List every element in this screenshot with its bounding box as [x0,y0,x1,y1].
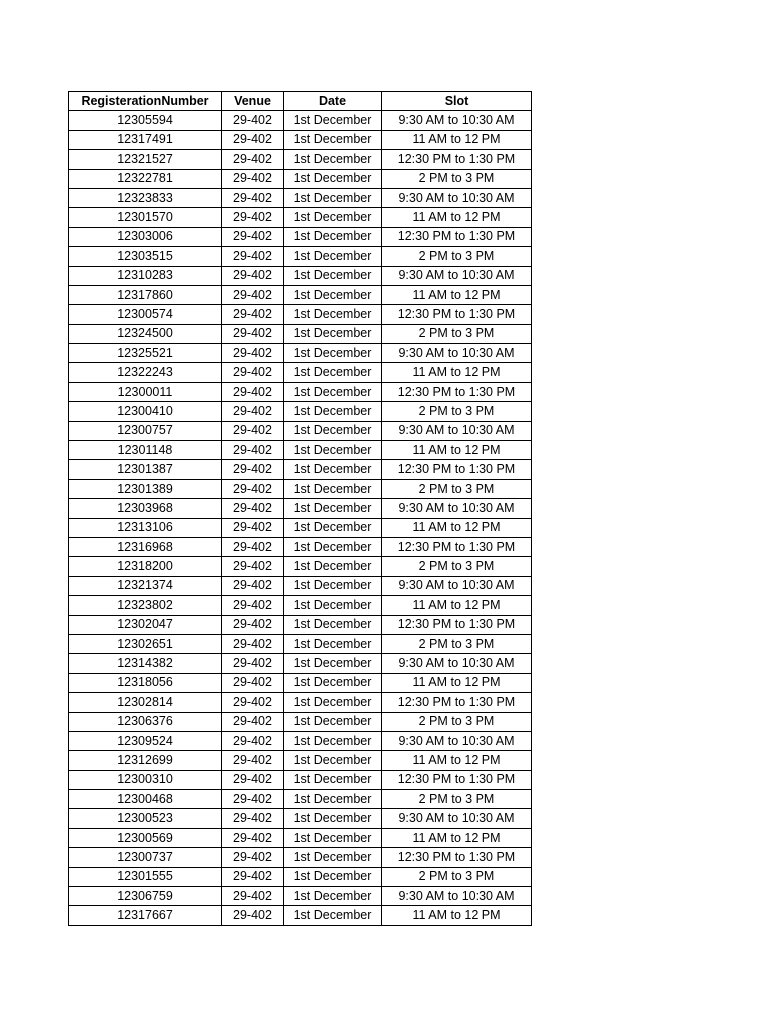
table-row [69,731,532,750]
cell-venue: 29-402 [222,188,284,207]
cell-registration-number: 12300468 [69,790,222,809]
cell-slot: 9:30 AM to 10:30 AM [382,576,532,595]
cell-slot: 9:30 AM to 10:30 AM [382,421,532,440]
cell-date: 1st December [284,305,382,324]
cell-venue: 29-402 [222,324,284,343]
header-venue: Venue [222,92,284,111]
cell-registration-number: 12322243 [69,363,222,382]
cell-registration-number: 12303006 [69,227,222,246]
cell-registration-number: 12305594 [69,111,222,130]
cell-registration-number: 12301555 [69,867,222,886]
cell-venue: 29-402 [222,130,284,149]
table-row [69,130,532,149]
cell-venue: 29-402 [222,848,284,867]
cell-slot: 11 AM to 12 PM [382,751,532,770]
cell-registration-number: 12323802 [69,596,222,615]
cell-registration-number: 12306376 [69,712,222,731]
cell-date: 1st December [284,499,382,518]
cell-venue: 29-402 [222,537,284,556]
cell-date: 1st December [284,421,382,440]
cell-slot: 11 AM to 12 PM [382,208,532,227]
table-row [69,634,532,653]
cell-venue: 29-402 [222,169,284,188]
table-row [69,673,532,692]
cell-date: 1st December [284,188,382,207]
table-row [69,169,532,188]
cell-date: 1st December [284,596,382,615]
table-body [69,111,532,925]
registration-slot-table [68,91,532,926]
cell-registration-number: 12321527 [69,150,222,169]
table-row [69,557,532,576]
cell-venue: 29-402 [222,208,284,227]
cell-date: 1st December [284,887,382,906]
cell-venue: 29-402 [222,421,284,440]
table-row [69,576,532,595]
cell-date: 1st December [284,673,382,692]
table-row [69,266,532,285]
cell-venue: 29-402 [222,790,284,809]
table-row [69,906,532,925]
cell-venue: 29-402 [222,285,284,304]
cell-registration-number: 12300523 [69,809,222,828]
table-row [69,324,532,343]
table-row [69,537,532,556]
cell-slot: 2 PM to 3 PM [382,790,532,809]
cell-date: 1st December [284,867,382,886]
cell-registration-number: 12313106 [69,518,222,537]
table-row [69,285,532,304]
table-row [69,150,532,169]
cell-date: 1st December [284,169,382,188]
cell-slot: 2 PM to 3 PM [382,479,532,498]
cell-registration-number: 12318056 [69,673,222,692]
cell-slot: 9:30 AM to 10:30 AM [382,188,532,207]
table-row [69,402,532,421]
table-row [69,382,532,401]
table-row [69,247,532,266]
cell-registration-number: 12300757 [69,421,222,440]
table-row [69,479,532,498]
header-slot: Slot [382,92,532,111]
cell-date: 1st December [284,285,382,304]
table-row [69,227,532,246]
table-row [69,363,532,382]
cell-slot: 12:30 PM to 1:30 PM [382,460,532,479]
cell-venue: 29-402 [222,615,284,634]
cell-registration-number: 12300310 [69,770,222,789]
cell-date: 1st December [284,441,382,460]
table-row [69,828,532,847]
cell-venue: 29-402 [222,344,284,363]
cell-slot: 11 AM to 12 PM [382,906,532,925]
table-row [69,596,532,615]
cell-slot: 12:30 PM to 1:30 PM [382,693,532,712]
table-row [69,693,532,712]
cell-date: 1st December [284,790,382,809]
cell-venue: 29-402 [222,712,284,731]
cell-venue: 29-402 [222,479,284,498]
cell-registration-number: 12317860 [69,285,222,304]
cell-slot: 2 PM to 3 PM [382,867,532,886]
cell-registration-number: 12300569 [69,828,222,847]
cell-venue: 29-402 [222,867,284,886]
cell-registration-number: 12301387 [69,460,222,479]
cell-slot: 12:30 PM to 1:30 PM [382,382,532,401]
cell-venue: 29-402 [222,731,284,750]
cell-venue: 29-402 [222,673,284,692]
cell-slot: 11 AM to 12 PM [382,596,532,615]
cell-registration-number: 12303968 [69,499,222,518]
cell-date: 1st December [284,751,382,770]
cell-slot: 9:30 AM to 10:30 AM [382,499,532,518]
cell-date: 1st December [284,111,382,130]
cell-date: 1st December [284,247,382,266]
cell-slot: 9:30 AM to 10:30 AM [382,111,532,130]
table-row [69,518,532,537]
header-row [69,92,532,111]
cell-registration-number: 12316968 [69,537,222,556]
table-row [69,848,532,867]
cell-registration-number: 12306759 [69,887,222,906]
cell-date: 1st December [284,731,382,750]
cell-slot: 12:30 PM to 1:30 PM [382,615,532,634]
cell-date: 1st December [284,402,382,421]
cell-registration-number: 12303515 [69,247,222,266]
cell-venue: 29-402 [222,227,284,246]
cell-registration-number: 12323833 [69,188,222,207]
table-row [69,421,532,440]
table-row [69,615,532,634]
cell-slot: 12:30 PM to 1:30 PM [382,305,532,324]
table-row [69,887,532,906]
cell-venue: 29-402 [222,460,284,479]
cell-date: 1st December [284,324,382,343]
cell-date: 1st December [284,848,382,867]
table-row [69,867,532,886]
cell-slot: 12:30 PM to 1:30 PM [382,537,532,556]
table-row [69,188,532,207]
cell-registration-number: 12309524 [69,731,222,750]
cell-venue: 29-402 [222,382,284,401]
cell-registration-number: 12324500 [69,324,222,343]
cell-venue: 29-402 [222,518,284,537]
table-row [69,809,532,828]
cell-date: 1st December [284,208,382,227]
cell-slot: 2 PM to 3 PM [382,247,532,266]
cell-date: 1st December [284,130,382,149]
cell-venue: 29-402 [222,906,284,925]
cell-venue: 29-402 [222,150,284,169]
cell-date: 1st December [284,479,382,498]
cell-registration-number: 12301148 [69,441,222,460]
cell-date: 1st December [284,906,382,925]
cell-venue: 29-402 [222,576,284,595]
cell-date: 1st December [284,693,382,712]
cell-slot: 9:30 AM to 10:30 AM [382,344,532,363]
cell-date: 1st December [284,712,382,731]
cell-venue: 29-402 [222,693,284,712]
cell-venue: 29-402 [222,770,284,789]
cell-registration-number: 12301570 [69,208,222,227]
table-row [69,460,532,479]
cell-registration-number: 12318200 [69,557,222,576]
cell-date: 1st December [284,615,382,634]
cell-date: 1st December [284,634,382,653]
cell-venue: 29-402 [222,402,284,421]
cell-slot: 2 PM to 3 PM [382,169,532,188]
cell-slot: 2 PM to 3 PM [382,557,532,576]
cell-slot: 12:30 PM to 1:30 PM [382,227,532,246]
cell-date: 1st December [284,537,382,556]
cell-slot: 9:30 AM to 10:30 AM [382,731,532,750]
cell-venue: 29-402 [222,305,284,324]
table-row [69,790,532,809]
cell-date: 1st December [284,382,382,401]
table-row [69,654,532,673]
cell-registration-number: 12314382 [69,654,222,673]
table-row [69,208,532,227]
cell-slot: 2 PM to 3 PM [382,402,532,421]
cell-registration-number: 12321374 [69,576,222,595]
cell-date: 1st December [284,363,382,382]
cell-venue: 29-402 [222,634,284,653]
cell-slot: 11 AM to 12 PM [382,673,532,692]
cell-venue: 29-402 [222,363,284,382]
cell-registration-number: 12302814 [69,693,222,712]
cell-slot: 9:30 AM to 10:30 AM [382,809,532,828]
cell-slot: 12:30 PM to 1:30 PM [382,848,532,867]
cell-registration-number: 12300011 [69,382,222,401]
cell-registration-number: 12310283 [69,266,222,285]
cell-registration-number: 12322781 [69,169,222,188]
cell-date: 1st December [284,150,382,169]
cell-venue: 29-402 [222,247,284,266]
header-date: Date [284,92,382,111]
cell-registration-number: 12300574 [69,305,222,324]
table-row [69,499,532,518]
cell-venue: 29-402 [222,887,284,906]
cell-date: 1st December [284,460,382,479]
cell-venue: 29-402 [222,596,284,615]
table-row [69,344,532,363]
cell-slot: 11 AM to 12 PM [382,285,532,304]
cell-venue: 29-402 [222,441,284,460]
cell-slot: 2 PM to 3 PM [382,324,532,343]
table-row [69,770,532,789]
cell-date: 1st December [284,576,382,595]
cell-slot: 12:30 PM to 1:30 PM [382,770,532,789]
cell-venue: 29-402 [222,828,284,847]
cell-slot: 2 PM to 3 PM [382,634,532,653]
cell-slot: 9:30 AM to 10:30 AM [382,654,532,673]
cell-slot: 11 AM to 12 PM [382,518,532,537]
cell-registration-number: 12302047 [69,615,222,634]
cell-date: 1st December [284,809,382,828]
cell-slot: 12:30 PM to 1:30 PM [382,150,532,169]
cell-registration-number: 12312699 [69,751,222,770]
cell-date: 1st December [284,770,382,789]
cell-venue: 29-402 [222,266,284,285]
table-row [69,712,532,731]
cell-date: 1st December [284,828,382,847]
cell-date: 1st December [284,557,382,576]
cell-venue: 29-402 [222,809,284,828]
cell-slot: 11 AM to 12 PM [382,441,532,460]
cell-registration-number: 12317667 [69,906,222,925]
cell-slot: 9:30 AM to 10:30 AM [382,887,532,906]
table-row [69,441,532,460]
cell-date: 1st December [284,266,382,285]
cell-date: 1st December [284,518,382,537]
cell-registration-number: 12302651 [69,634,222,653]
cell-slot: 2 PM to 3 PM [382,712,532,731]
cell-registration-number: 12300737 [69,848,222,867]
cell-date: 1st December [284,227,382,246]
cell-venue: 29-402 [222,111,284,130]
cell-venue: 29-402 [222,751,284,770]
cell-venue: 29-402 [222,499,284,518]
table-row [69,111,532,130]
cell-registration-number: 12317491 [69,130,222,149]
table-row [69,305,532,324]
cell-slot: 9:30 AM to 10:30 AM [382,266,532,285]
cell-slot: 11 AM to 12 PM [382,363,532,382]
cell-venue: 29-402 [222,654,284,673]
cell-date: 1st December [284,344,382,363]
cell-date: 1st December [284,654,382,673]
cell-venue: 29-402 [222,557,284,576]
cell-registration-number: 12300410 [69,402,222,421]
cell-registration-number: 12325521 [69,344,222,363]
header-registration-number: RegisterationNumber [69,92,222,111]
cell-slot: 11 AM to 12 PM [382,828,532,847]
cell-slot: 11 AM to 12 PM [382,130,532,149]
table-row [69,751,532,770]
cell-registration-number: 12301389 [69,479,222,498]
